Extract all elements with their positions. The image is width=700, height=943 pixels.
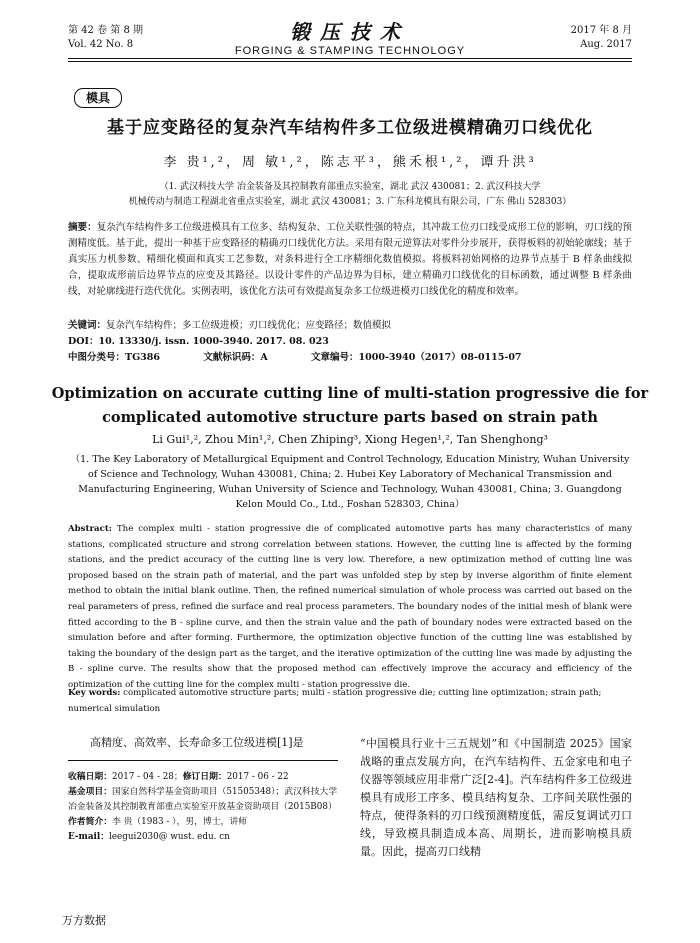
affiliations-cn [0, 180, 700, 210]
abstract-en-label: Abstract: [68, 524, 112, 534]
body-left-intro: 高精度、高效率、长寿命多工位级进模[1]是 [90, 736, 304, 749]
abstract-en-text: The complex multi - station progressive die of complicated automotive parts has many characteristics of many stations, complicated structure and strong correlation between stations. However, the cutting line is affected by the forming stations, and the predict accuracy of the cutting line is very low. Therefore, a new optimization method of cutting line was proposed based on the strain path of material, and the part was unfolded step by step by inverse algorithm of finite element method to obtain the initial blank outline. Then, the refined numerical simulation of whole process was carried out based on the real parameters of press, refined die surface and real process parameters. The boundary nodes of the initial mesh of blank were fitted according to the B - spline curve, and then the strain value and the path of boundary nodes were extracted based on the simulation before and after forming. Furthermore, the optimization objective function of the cutting line was established by taking the boundary of the design part as the target, and the iterative optimization of the cutting line was made by adjusting the B - spline curve. The results show that the proposed method can effectively improve the accuracy and efficiency of the optimization of the cutting line for the complex multi - station progressive die. [68, 524, 632, 690]
email-label: E-mail： [68, 832, 110, 842]
doi: DOI：10. 13330/j. issn. 1000-3940. 2017. 08. 023 [68, 336, 329, 347]
keywords-en-text: complicated automotive structure parts; multi - station progressive die; cutting line optimization; strain path; numerical simulation [68, 688, 602, 714]
affiliations-en: （1. The Key Laboratory of Metallurgical Equipment and Control Technology, Education Ministry, Wuhan University of Science and Technology, Wuhan 430081, China; 2. Hubei Key Laboratory of Mechanical Transmission and Manufacturing Engineering, Wuhan University of Science and Technology, Wuhan 430081, China; 3. Guangdong Kelon Mould Co., Ltd., Foshan 528303, China） [70, 454, 630, 510]
journal-title-en: FORGING & STAMPING TECHNOLOGY [234, 45, 466, 57]
abstract-cn-text: 复杂汽车结构件多工位级进模具有工位多、结构复杂、工位关联性强的特点，其冲裁工位刃口线受成形工位的影响，刃口线的预测精度低。基于此，提出一种基于应变路径的精确刃口线优化方法。采用有限元逆算法对零件分步展开，获得板料的初始轮廓线；基于真实压力机参数、精细化模面和真实工艺参数，对条料进行全工序精细化数值模拟。将板料初始网格的边界节点基于 B 样条曲线拟合，提取成形前后边界节点的应变及其路径。以设计零件的产品边界为目标，建立精确刃口线优化的目标函数，通过调整 B 样条曲线，对轮廓线进行迭代优化。实例表明，该优化方法可有效提高复杂多工位级进模刃口线优化的精度和效率。 [68, 222, 632, 297]
clc-number: 中图分类号：TG386 [68, 352, 161, 363]
footnote [68, 770, 338, 845]
footnote-email [68, 830, 338, 845]
article-number: 文章编号：1000-3940（2017）08-0115-07 [311, 352, 522, 363]
paper-title-cn: 基于应变路径的复杂汽车结构件多工位级进模精确刃口线优化 [107, 118, 593, 138]
volume-cn: 第 42 卷 第 8 期 [68, 25, 143, 36]
journal-title-cn: 锻压技术 [290, 20, 410, 44]
fund-text: 国家自然科学基金资助项目（51505348）；武汉科技大学冶金装备及其控制教育部重点实验室开放基金资助项目（2015B08） [68, 787, 338, 812]
fund-label: 基金项目： [68, 787, 112, 797]
author-label: 作者简介： [68, 817, 112, 827]
header-rule-bottom [68, 61, 632, 62]
abstract-en [68, 522, 632, 694]
volume-en: Vol. 42 No. 8 [68, 39, 134, 50]
footnote-fund [68, 785, 338, 815]
footnote-dates [68, 770, 338, 785]
revised-label: 修订日期： [182, 772, 227, 782]
revised-date: 2017 - 06 - 22 [226, 772, 289, 782]
keywords-cn-label: 关键词： [68, 320, 107, 331]
header-rule-top [68, 58, 632, 59]
footnote-author [68, 815, 338, 830]
email-text: leegui2030@ wust. edu. cn [109, 832, 230, 842]
body-right-column: “中国模具行业十三五规划”和《中国制造 2025》国家战略的重点发展方向，在汽车结构件、五金家电和电子仪器等领域应用非常广泛[2-4]。汽车结构件多工位级进模具有成形工序多、模具结构复杂、工序间关联性强的特点，使得条料的刃口线预测精度低，需反复调试刃口线，导致模具制造成本高、周期长，进而影响模具质量。因此，提高刃口线精 [360, 737, 632, 858]
keywords-en [68, 686, 632, 717]
received-date: 2017 - 04 - 28； [112, 772, 183, 782]
author-text: 李 贵（1983 - ），男，博士，讲师 [112, 817, 247, 827]
affiliation-cn-line: （1. 武汉科技大学 冶金装备及其控制教育部重点实验室，湖北 武汉 430081；2. 武汉科技大学 [159, 182, 541, 192]
received-label: 收稿日期： [68, 772, 112, 782]
affiliation-cn-line: 机械传动与制造工程湖北省重点实验室，湖北 武汉 430081；3. 广东科龙模具有限公司，广东 佛山 528303） [128, 197, 572, 207]
keywords-en-label: Key words: [68, 688, 121, 698]
document-code: 文献标识码：A [203, 352, 268, 363]
paper-title-en: Optimization on accurate cutting line of multi-station progressive die for complicated automotive structure parts based on strain path [51, 385, 649, 426]
date-cn: 2017 年 8 月 [570, 25, 632, 36]
section-badge: 模具 [74, 88, 122, 108]
date-en: Aug. 2017 [580, 39, 632, 50]
classification-line [68, 350, 632, 366]
header-date [571, 24, 632, 52]
authors-cn: 李 贵¹,²，周 敏¹,²，陈志平³，熊禾根¹,²，谭升洪³ [163, 155, 537, 170]
footnote-rule [68, 760, 338, 761]
keywords-cn-text: 复杂汽车结构件；多工位级进模；刃口线优化；应变路径；数值模拟 [106, 320, 392, 331]
abstract-cn [68, 220, 632, 300]
authors-en: Li Gui¹,², Zhou Min¹,², Chen Zhiping³, Xiong Hegen¹,², Tan Shenghong³ [152, 433, 548, 446]
abstract-cn-label: 摘要： [68, 222, 97, 233]
footer-watermark: 万方数据 [62, 914, 106, 927]
keywords-cn [68, 318, 632, 334]
